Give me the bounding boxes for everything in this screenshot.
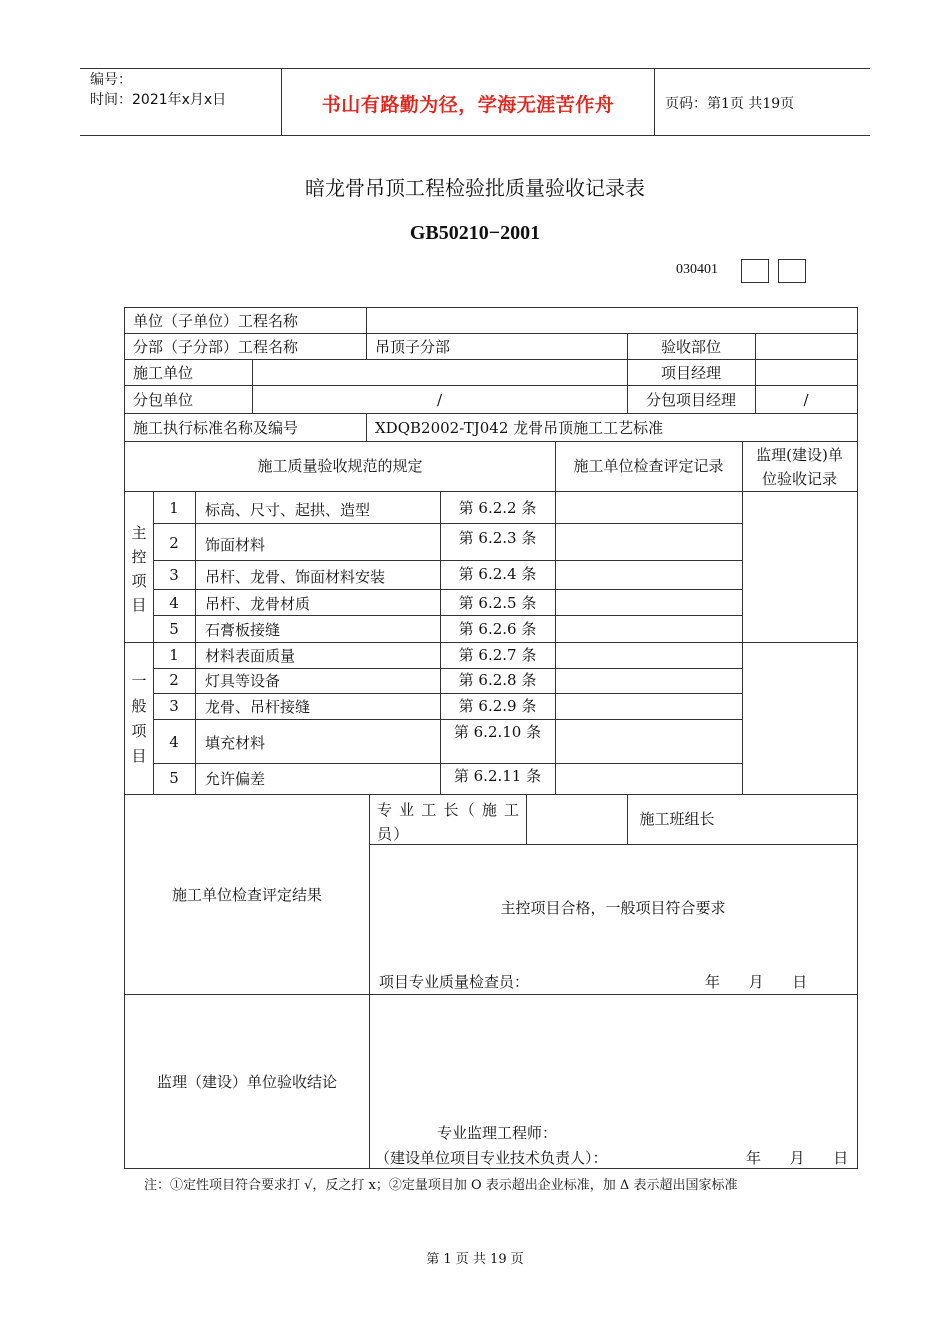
sub-project-value[interactable]: 吊顶子分部 xyxy=(375,338,451,356)
project-manager-label: 项目经理 xyxy=(660,364,721,382)
row-rule xyxy=(125,794,857,795)
item-name: 吊杆、龙骨、饰面材料安装 xyxy=(205,568,386,586)
row-rule xyxy=(125,359,857,360)
foreman-label: 专 业 工 长（ 施 工 员） xyxy=(377,801,521,843)
row-rule xyxy=(125,385,857,386)
item-name: 饰面材料 xyxy=(205,536,266,554)
item-clause: 第 6.2.4 条 xyxy=(458,565,537,583)
item-name: 石膏板接缝 xyxy=(205,621,281,639)
construction-conclusion[interactable]: 主控项目合格，一般项目符合要求 xyxy=(500,899,726,917)
table-note: 注：①定性项目符合要求打 √，反之打 x；②定量项目加 O 表示超出企业标准，加 Δ 表示超出国家标准 xyxy=(144,1178,738,1193)
spec-header: 施工质量验收规范的规定 xyxy=(257,457,423,475)
team-leader-label: 施工班组长 xyxy=(639,810,715,828)
supervision-result-label: 监理（建设）单位验收结论 xyxy=(156,1073,337,1091)
main-items-label: 主 控 项 目 xyxy=(131,524,147,614)
col-rule xyxy=(369,794,370,1168)
col-rule xyxy=(366,333,367,359)
construction-unit-label: 施工单位 xyxy=(133,364,194,382)
time-label: 时间：2021年x月x日 xyxy=(90,92,227,108)
item-name: 材料表面质量 xyxy=(205,647,296,665)
supervision-engineer-label: 专业监理工程师： xyxy=(437,1124,558,1142)
subcontract-unit-value[interactable]: / xyxy=(436,391,443,409)
item-clause: 第 6.2.2 条 xyxy=(458,499,537,517)
row-rule xyxy=(125,491,857,492)
standard-number: GB50210−2001 xyxy=(409,222,541,244)
header-divider xyxy=(654,68,655,136)
row-rule xyxy=(153,589,743,590)
item-name: 标高、尺寸、起拱、造型 xyxy=(205,501,371,519)
general-items-label: 一 般 项 目 xyxy=(131,672,147,765)
inspector-date[interactable]: 年 月 日 xyxy=(705,973,808,991)
sub-project-label: 分部（子分部）工程名称 xyxy=(133,338,299,356)
supervision-date[interactable]: 年 月 日 xyxy=(746,1149,849,1167)
row-rule xyxy=(125,441,857,442)
row-rule xyxy=(125,413,857,414)
item-no: 2 xyxy=(169,671,179,689)
item-name: 灯具等设备 xyxy=(205,672,281,690)
item-no: 3 xyxy=(169,697,179,715)
standard-label: 施工执行标准名称及编号 xyxy=(133,419,299,437)
row-rule xyxy=(153,615,743,616)
quality-inspector-label: 项目专业质量检查员： xyxy=(379,973,530,991)
item-name: 允许偏差 xyxy=(205,770,266,788)
col-rule xyxy=(366,413,367,441)
item-no: 1 xyxy=(169,499,179,517)
item-no: 4 xyxy=(169,733,179,751)
supervision-header xyxy=(742,443,857,491)
supervision-header-line1: 监理(建设)单 xyxy=(756,446,843,464)
header-top-rule xyxy=(80,68,870,69)
code-box[interactable] xyxy=(778,259,806,283)
code-box[interactable] xyxy=(741,259,769,283)
item-clause: 第 6.2.10 条 xyxy=(453,723,542,741)
subcontract-manager-label: 分包项目经理 xyxy=(645,391,736,409)
acceptance-part-label: 验收部位 xyxy=(660,338,721,356)
row-rule xyxy=(125,642,857,643)
header-divider xyxy=(281,68,282,136)
item-name: 吊杆、龙骨材质 xyxy=(205,595,311,613)
construction-result-label: 施工单位检查评定结果 xyxy=(171,886,322,904)
col-rule xyxy=(366,308,367,333)
item-no: 5 xyxy=(169,769,179,787)
item-name: 填充材料 xyxy=(205,734,266,752)
item-clause: 第 6.2.5 条 xyxy=(458,594,537,612)
header-meta xyxy=(90,70,226,110)
item-no: 3 xyxy=(169,566,179,584)
form-code: 030401 xyxy=(676,262,718,277)
number-label: 编号： xyxy=(90,72,132,88)
col-rule xyxy=(742,441,743,794)
row-rule xyxy=(153,560,743,561)
subcontract-manager-value[interactable]: / xyxy=(803,391,809,409)
unit-project-label: 单位（子单位）工程名称 xyxy=(133,312,299,330)
construction-check-header: 施工单位检查评定记录 xyxy=(573,457,724,475)
item-no: 2 xyxy=(169,534,179,552)
row-rule xyxy=(153,668,743,669)
page-info: 页码：第1页 共19页 xyxy=(665,96,795,112)
supervision-header-line2: 位验收记录 xyxy=(761,470,837,488)
col-rule xyxy=(195,491,196,794)
row-rule xyxy=(153,693,743,694)
item-no: 5 xyxy=(169,620,179,638)
item-no: 4 xyxy=(169,594,179,612)
row-rule xyxy=(153,763,743,764)
row-rule xyxy=(125,994,857,995)
row-rule xyxy=(125,333,857,334)
item-clause: 第 6.2.8 条 xyxy=(458,671,537,689)
row-rule xyxy=(153,523,743,524)
item-clause: 第 6.2.6 条 xyxy=(458,620,537,638)
standard-value[interactable]: XDQB2002-TJ042 龙骨吊顶施工工艺标准 xyxy=(375,419,664,437)
row-rule xyxy=(153,719,743,720)
item-name: 龙骨、吊杆接缝 xyxy=(205,698,311,716)
header-bottom-rule xyxy=(80,135,870,136)
col-rule xyxy=(526,794,527,844)
subcontract-unit-label: 分包单位 xyxy=(133,391,194,409)
motto: 书山有路勤为径，学海无涯苦作舟 xyxy=(321,94,615,116)
item-clause: 第 6.2.3 条 xyxy=(458,529,537,547)
inspection-table xyxy=(124,307,858,1169)
item-clause: 第 6.2.7 条 xyxy=(458,646,537,664)
col-rule xyxy=(555,491,556,794)
document-title: 暗龙骨吊顶工程检验批质量验收记录表 xyxy=(305,176,645,200)
item-clause: 第 6.2.9 条 xyxy=(458,697,537,715)
page-footer: 第 1 页 共 19 页 xyxy=(426,1252,524,1267)
item-no: 1 xyxy=(169,646,179,664)
owner-rep-label: （建设单位项目专业技术负责人）： xyxy=(375,1149,608,1167)
item-clause: 第 6.2.11 条 xyxy=(453,767,542,785)
